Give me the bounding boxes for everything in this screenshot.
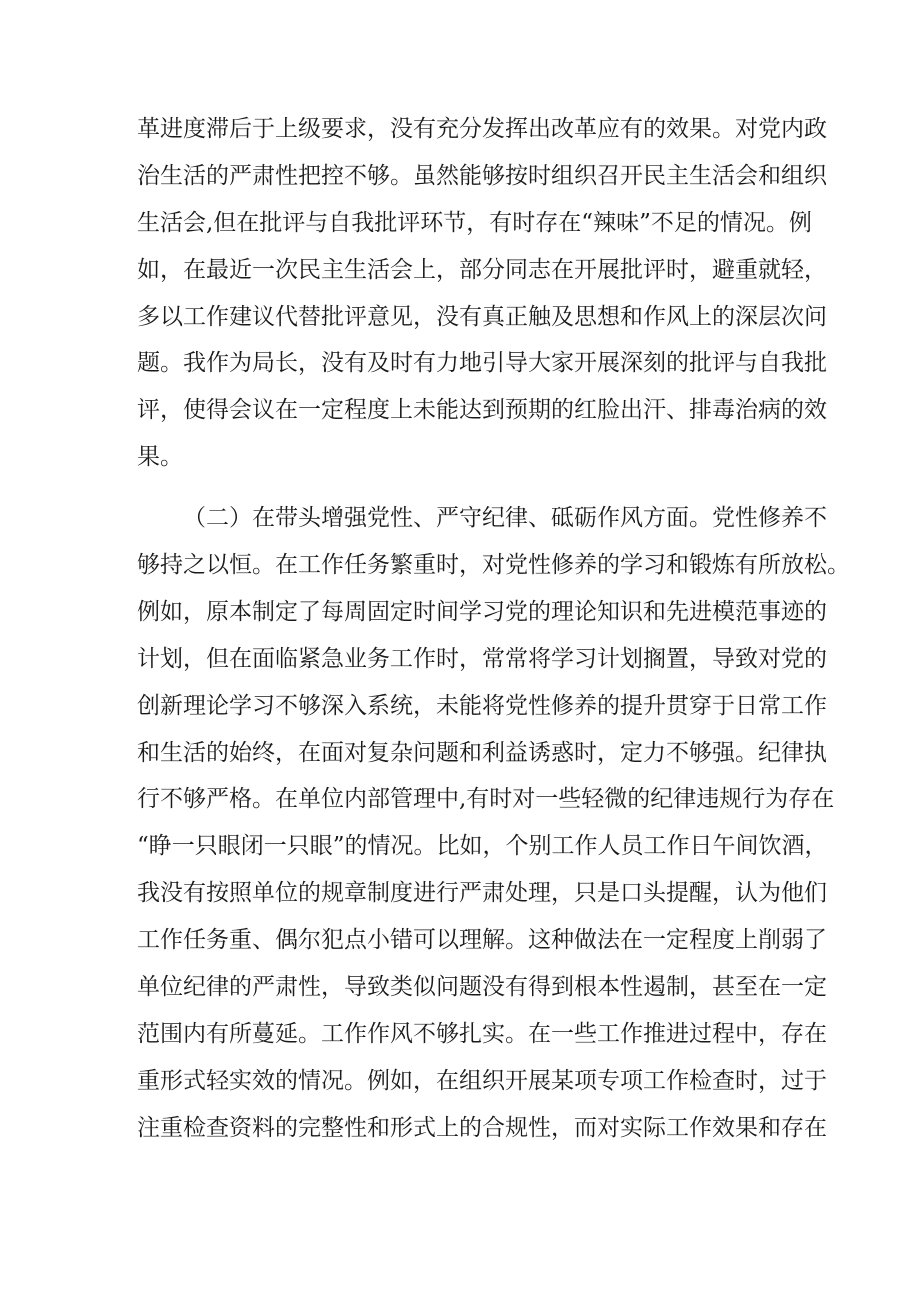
text-line: 题。我作为局长，没有及时有力地引导大家开展深刻的批评与自我批 [137,350,827,377]
text-line: 工作任务重、偶尔犯点小错可以理解。这种做法在一定程度上削弱了 [137,927,827,954]
text-line: 我没有按照单位的规章制度进行严肃处理，只是口头提醒，认为他们 [137,880,827,907]
text-line: 单位纪律的严肃性，导致类似问题没有得到根本性遏制，甚至在一定 [137,974,827,1001]
text-line: “睁一只眼闭一只眼”的情况。比如，个别工作人员工作日午间饮酒， [137,833,828,860]
text-line: 生活会,但在批评与自我批评环节，有时存在“辣味”不足的情况。例 [137,209,812,236]
text-line: 创新理论学习不够深入系统，未能将党性修养的提升贯穿于日常工作 [137,692,827,719]
text-line: 多以工作建议代替批评意见，没有真正触及思想和作风上的深层次问 [137,303,827,330]
text-line: 注重检查资料的完整性和形式上的合规性，而对实际工作效果和存在 [137,1114,827,1141]
text-line: 果。 [137,444,183,471]
text-line: 行不够严格。在单位内部管理中,有时对一些轻微的纪律违规行为存在 [137,786,835,813]
text-line: 治生活的严肃性把控不够。虽然能够按时组织召开民主生活会和组织 [137,162,827,189]
text-line: 如，在最近一次民主生活会上，部分同志在开展批评时，避重就轻， [137,256,827,283]
text-line: 范围内有所蔓延。工作作风不够扎实。在一些工作推进过程中，存在 [137,1020,827,1047]
text-line: 革进度滞后于上级要求，没有充分发挥出改革应有的效果。对党内政 [137,116,827,142]
text-line: 和生活的始终，在面对复杂问题和利益诱惑时，定力不够强。纪律执 [137,739,827,766]
text-line: 重形式轻实效的情况。例如，在组织开展某项专项工作检查时，过于 [137,1067,827,1094]
text-line: 计划，但在面临紧急业务工作时，常常将学习计划搁置，导致对党的 [137,645,827,672]
document-body [137,106,850,1152]
text-line: 例如，原本制定了每周固定时间学习党的理论知识和先进模范事迹的 [137,598,827,625]
section-heading-line: （二）在带头增强党性、严守纪律、砥砺作风方面。党性修养不 [183,505,827,532]
text-line: 评，使得会议在一定程度上未能达到预期的红脸出汗、排毒治病的效 [137,397,827,424]
text-line: 够持之以恒。在工作任务繁重时，对党性修养的学习和锻炼有所放松。 [137,552,850,579]
